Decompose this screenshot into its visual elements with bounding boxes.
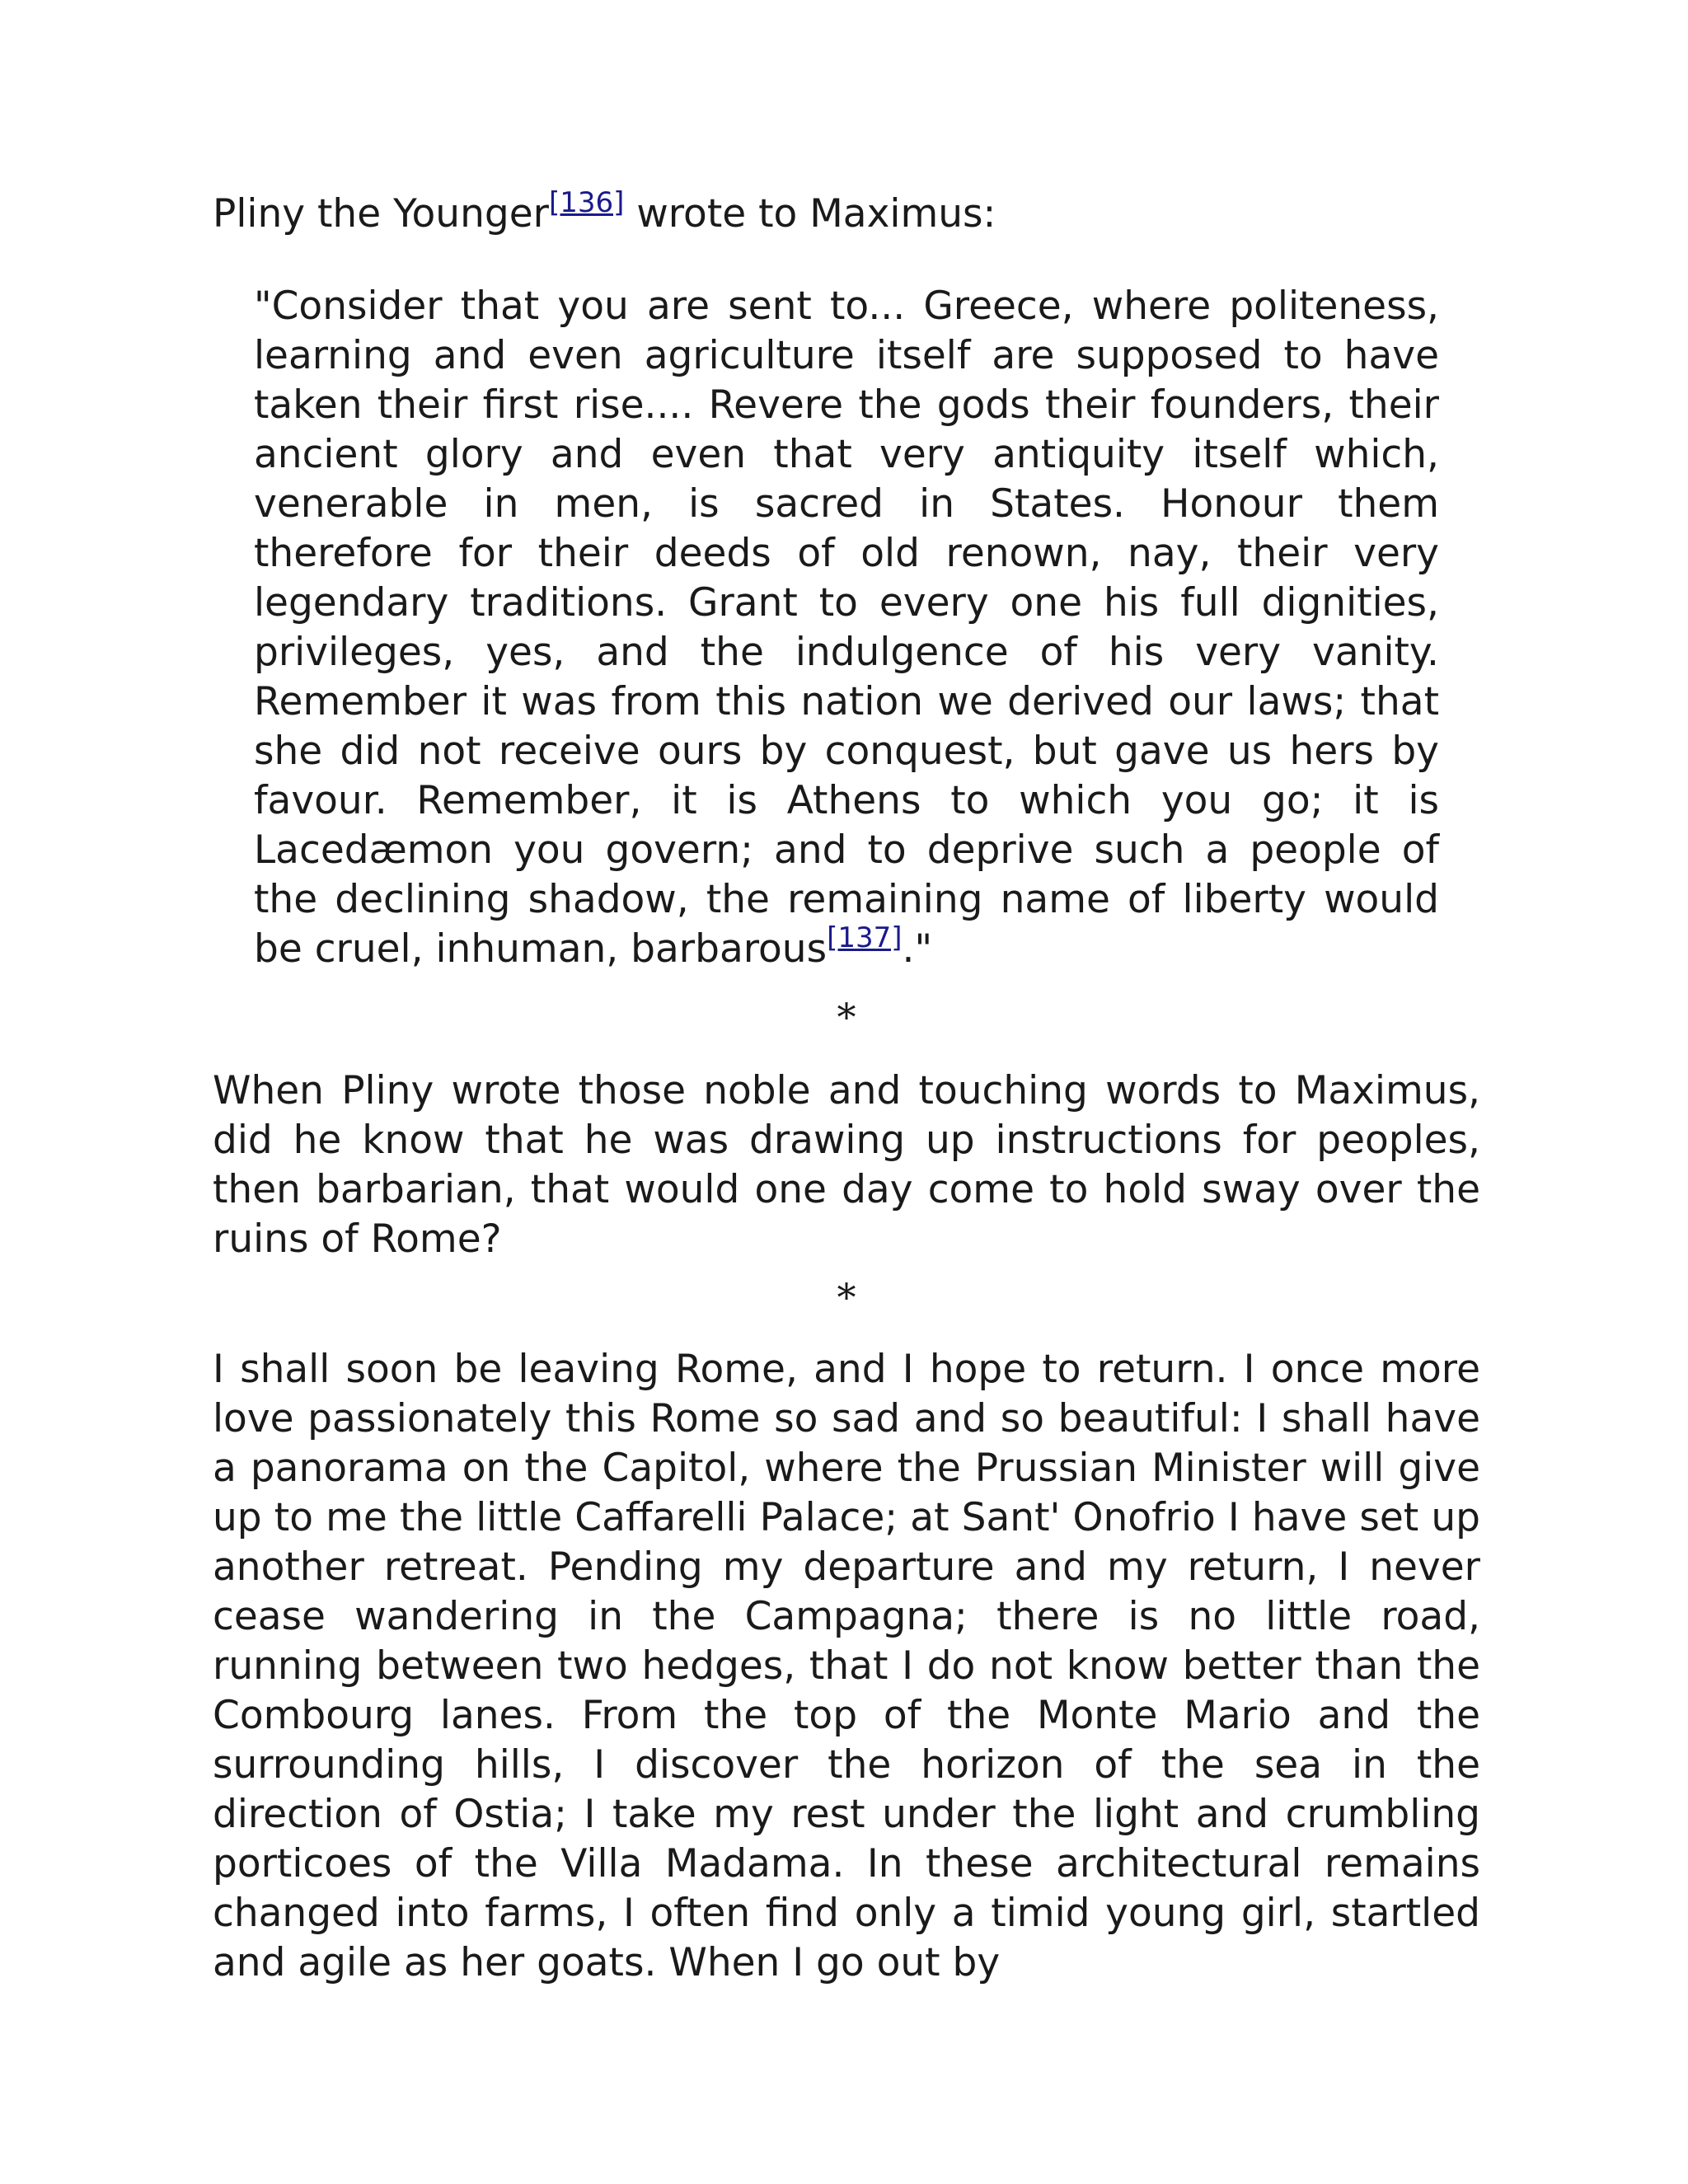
quote-text: "Consider that you are sent to... Greece, where politeness, learning and even agriculture itself are supposed to have taken their first rise.... Revere the gods their founders, their ancient glory and even that very antiquity itself which, venerable in men, is sacred in States. Honour them therefore for their deeds of old renown, nay, their very legendary traditions. Grant to every one his full dignities, privileges, yes, and the indulgence of his very vanity. Remember it was from this nation we derived our laws; that she did not receive ours by conquest, but gave us hers by favour. Remember, it is Athens to which you go; it is Lacedæmon you govern; and to deprive such a people of the declining shadow, the remaining name of liberty would be cruel, inhuman, barbarous [254, 284, 1439, 972]
body-paragraph: When Pliny wrote those noble and touching words to Maximus, did he know that he was drawing up instructions for peoples, then barbarian, that would one day come to hold sway over the ruins of Rome? [213, 1068, 1480, 1262]
footnote-link-137[interactable]: [137] [827, 921, 903, 954]
body-paragraph: I shall soon be leaving Rome, and I hope to return. I once more love passionately this Rome so sad and so beautiful: I shall have a panorama on the Capitol, where the Prussian Minister will give up to me the little Caffarelli Palace; at Sant' Onofrio I have set up another retreat. Pending my departure and my return, I never cease wandering in the Campagna; there is no little road, running between two hedges, that I do not know better than the Combourg lanes. From the top of the Monte Mario and the surrounding hills, I discover the horizon of the sea in the direction of Ostia; I take my rest under the light and crumbling porticoes of the Villa Madama. In these architectural remains changed into farms, I often find only a timid young girl, startled and agile as her goats. When I go out by [213, 1347, 1480, 1985]
block-quote [254, 282, 1439, 974]
document-page [213, 186, 1480, 1988]
section-separator: * [837, 1275, 856, 1319]
quote-end: ." [902, 926, 933, 972]
intro-text-before: Pliny the Younger [213, 191, 549, 237]
section-separator: * [837, 995, 856, 1039]
intro-paragraph [213, 186, 1480, 239]
footnote-link-136[interactable]: [136] [548, 186, 625, 219]
intro-text-after: wrote to Maximus: [624, 191, 996, 237]
